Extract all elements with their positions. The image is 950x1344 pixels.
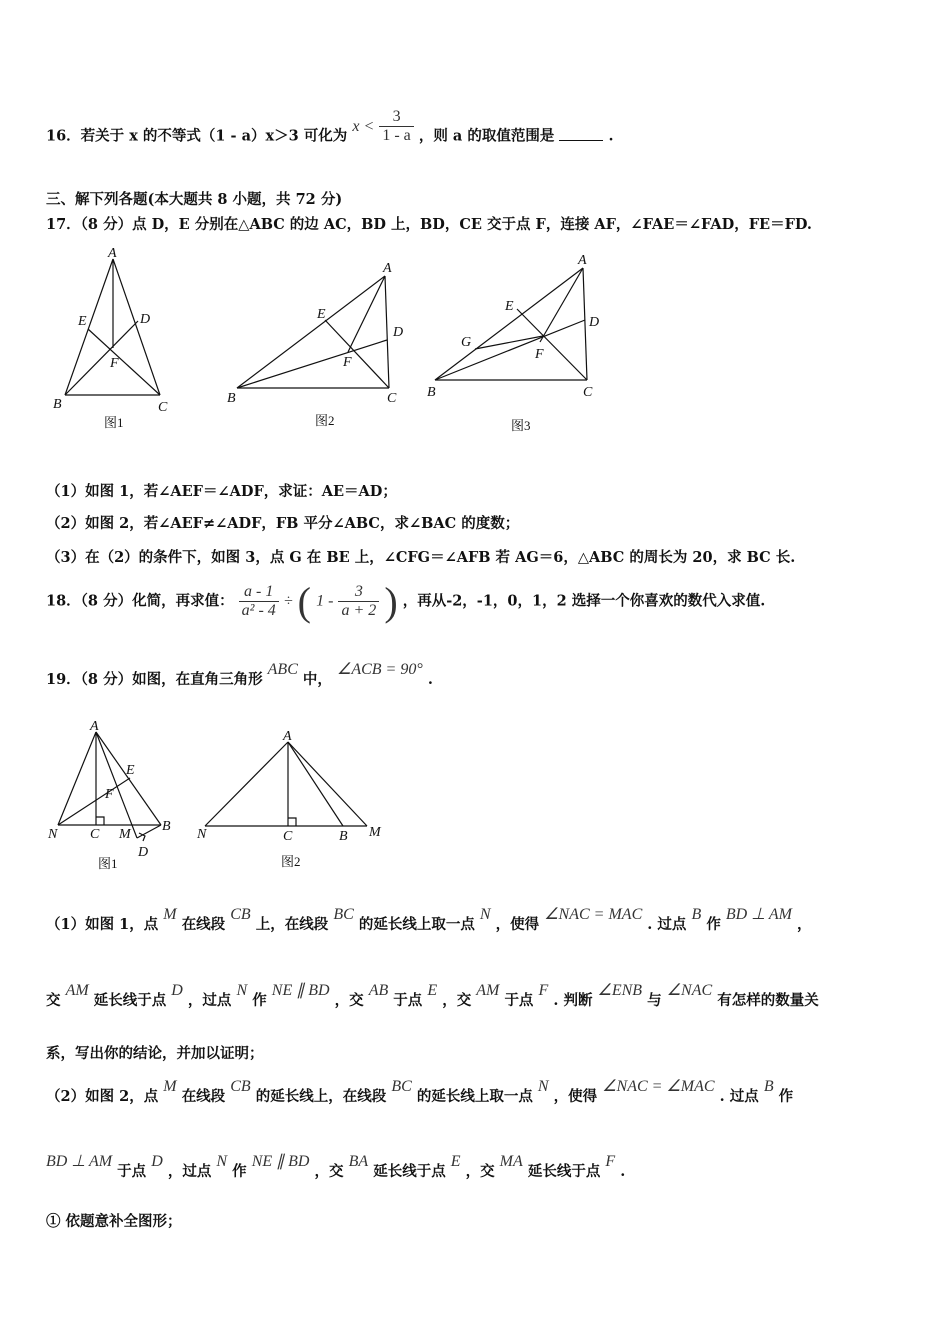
q19-fig1-label-M: M xyxy=(119,827,131,842)
q19-p2-angle: ∠NAC = ∠MAC xyxy=(602,1078,715,1095)
q19-p2-E: E xyxy=(450,1153,461,1170)
q19-p1-CB: CB xyxy=(230,906,251,923)
q19-p1-l2-d: 作 xyxy=(252,992,267,1009)
q18-f2-denominator: a + 2 xyxy=(338,601,379,620)
q19-fig1-label-N: N xyxy=(48,827,58,842)
q19-p1-text-b: 在线段 xyxy=(181,916,226,933)
q18-paren-close: ) xyxy=(384,579,398,624)
fig2-caption: 图2 xyxy=(315,413,335,428)
q19-p2-text-c: 的延长线上，在线段 xyxy=(255,1088,387,1105)
q16-answer-blank xyxy=(559,128,603,141)
q19-p1-l2-g: ，交 xyxy=(442,992,472,1009)
q18-divide: ÷ xyxy=(283,592,293,610)
q19-p1-l2-k: 有怎样的数量关 xyxy=(717,992,819,1009)
fig1-label-E: E xyxy=(78,314,87,329)
fig2-label-B: B xyxy=(227,391,236,406)
q19-p1-text-d: 的延长线上取一点 xyxy=(358,916,475,933)
q19-figure-2 xyxy=(195,730,395,880)
q19-p1-AM2: AM xyxy=(476,982,500,999)
q16-ineq-lhs: x < xyxy=(352,117,375,135)
q16-denominator: 1 - a xyxy=(379,126,413,145)
fig2-label-C: C xyxy=(387,391,397,406)
q19-p1-ENB: ∠ENB xyxy=(597,982,643,999)
fig1-label-B: B xyxy=(53,397,62,412)
q18-f1-numerator: a - 1 xyxy=(244,583,274,600)
fig2-label-D: D xyxy=(393,325,404,340)
q18-pre: 18．（8 分）化简，再求值： xyxy=(46,592,234,610)
fig3-label-A: A xyxy=(578,253,587,268)
q19-fig2-label-N: N xyxy=(197,827,207,842)
q19-p2-N: N xyxy=(537,1078,549,1095)
q19-fig2-caption: 图2 xyxy=(281,854,301,869)
q19-p1-E: E xyxy=(427,982,438,999)
q19-p1-l2-i: . 判断 xyxy=(553,992,593,1009)
q19-mid: 中， xyxy=(302,671,332,688)
q19-p1-text-h: ， xyxy=(797,916,812,933)
q19-figure-1 xyxy=(48,720,188,880)
q19-part-2-line-1 xyxy=(46,1078,794,1106)
q16-post: ，则 a 的取值范围是 xyxy=(418,127,555,145)
fig3-label-G: G xyxy=(461,335,472,350)
fig2-label-A: A xyxy=(383,261,392,276)
section-3-heading: 三、解下列各题(本大题共 8 小题，共 72 分) xyxy=(46,191,343,208)
q19-p2-l2-e: 延长线于点 xyxy=(373,1163,446,1180)
q19-p1-M: M xyxy=(163,906,177,923)
fig3-label-C: C xyxy=(583,385,593,400)
q18-line xyxy=(46,578,765,625)
fig3-label-E: E xyxy=(505,299,514,314)
q19-p1-F: F xyxy=(538,982,549,999)
q19-part-1-line-1 xyxy=(46,906,812,934)
fig1-label-C: C xyxy=(158,400,168,415)
q19-abc: ABC xyxy=(267,661,298,678)
q19-p2-l2-b: ，过点 xyxy=(167,1163,212,1180)
q19-p2-l2-a: 于点 xyxy=(117,1163,147,1180)
q17-part-1: （1）如图 1，若∠AEF＝∠ADF，求证：AE＝AD； xyxy=(46,483,397,500)
q19-p1-text-a: （1）如图 1，点 xyxy=(46,916,159,933)
q19-p2-l2-f: ，交 xyxy=(465,1163,495,1180)
q19-p1-text-f: . 过点 xyxy=(647,916,687,933)
q18-one-minus: 1 - xyxy=(316,592,334,610)
q18-f1-denominator: a² - 4 xyxy=(239,601,279,620)
q17-figure-2 xyxy=(225,260,415,430)
q16-pre: 16．若关于 x 的不等式（1 - a）x＞3 可化为 xyxy=(46,127,348,145)
q19-fig1-label-B: B xyxy=(162,819,171,834)
q19-part-1-line-3: 系，写出你的结论，并加以证明； xyxy=(46,1045,264,1062)
q19-sub-1: ① 依题意补全图形； xyxy=(46,1213,182,1230)
q19-p2-text-f: . 过点 xyxy=(719,1088,759,1105)
q19-fig2-label-C: C xyxy=(283,829,293,844)
q17-figure-1 xyxy=(50,245,190,430)
q19-p2-M: M xyxy=(163,1078,177,1095)
q19-p1-N2: N xyxy=(236,982,248,999)
q19-p1-parallel: NE ∥ BD xyxy=(271,982,330,999)
q19-p1-D: D xyxy=(171,982,183,999)
q19-p2-D: D xyxy=(151,1153,163,1170)
q19-fig1-caption: 图1 xyxy=(98,856,118,871)
q18-f2-numerator: 3 xyxy=(354,583,363,600)
q18-fraction-1 xyxy=(239,583,279,620)
q19-fig2-label-A: A xyxy=(283,729,292,744)
q19-p2-CB: CB xyxy=(230,1078,251,1095)
q16-line xyxy=(46,108,614,155)
q19-p2-text-d: 的延长线上取一点 xyxy=(416,1088,533,1105)
q19-angle: ∠ACB = 90° xyxy=(336,661,423,678)
fig1-label-A: A xyxy=(108,246,117,261)
q17-stem: 17．（8 分）点 D，E 分别在△ABC 的边 AC，BD 上，BD，CE 交于点 F，连接 AF，∠FAE＝∠FAD，FE＝FD. xyxy=(46,216,812,233)
q19-p1-NAC: ∠NAC xyxy=(666,982,713,999)
q19-p2-perp: BD ⊥ AM xyxy=(46,1153,113,1170)
q19-p1-l2-f: 于点 xyxy=(393,992,423,1009)
q19-p2-l2-d: ，交 xyxy=(314,1163,344,1180)
q19-p1-N: N xyxy=(479,906,491,923)
fig3-caption: 图3 xyxy=(511,418,531,433)
q16-numerator: 3 xyxy=(392,108,401,125)
q19-p1-BC: BC xyxy=(333,906,354,923)
q16-fraction xyxy=(379,108,413,145)
q19-fig1-label-A: A xyxy=(90,719,99,734)
q19-fig1-label-D: D xyxy=(138,845,149,860)
q19-p2-MA: MA xyxy=(499,1153,523,1170)
q17-figure-3 xyxy=(425,252,615,437)
q19-p2-F: F xyxy=(605,1153,616,1170)
q19-p2-text-g: 作 xyxy=(778,1088,794,1105)
q18-fraction-2 xyxy=(338,583,379,620)
q19-p2-text-e: ，使得 xyxy=(553,1088,598,1105)
q19-p1-l2-h: 于点 xyxy=(504,992,534,1009)
q19-p1-text-g: 作 xyxy=(706,916,721,933)
q19-fig1-label-C: C xyxy=(90,827,100,842)
q19-p1-text-c: 上，在线段 xyxy=(255,916,329,933)
q19-p2-BC: BC xyxy=(391,1078,412,1095)
fig3-label-B: B xyxy=(427,385,436,400)
q19-part-1-line-2 xyxy=(46,982,819,1010)
q16-end: . xyxy=(608,127,614,145)
q19-p1-perp: BD ⊥ AM xyxy=(725,906,792,923)
fig1-caption: 图1 xyxy=(104,415,124,430)
q19-p1-AM: AM xyxy=(65,982,89,999)
q19-p2-l2-h: . xyxy=(620,1163,626,1180)
q19-p1-l2-b: 延长线于点 xyxy=(93,992,167,1009)
fig2-label-E: E xyxy=(317,307,326,322)
q17-part-3: （3）在（2）的条件下，如图 3，点 G 在 BE 上，∠CFG＝∠AFB 若 AG＝6，△ABC 的周长为 20，求 BC 长. xyxy=(46,549,796,566)
q19-fig2-label-M: M xyxy=(369,825,381,840)
q19-end: . xyxy=(427,671,433,688)
q19-part-2-line-2 xyxy=(46,1153,626,1181)
fig3-label-D: D xyxy=(589,315,600,330)
q19-p1-AB: AB xyxy=(368,982,389,999)
fig2-label-F: F xyxy=(343,355,352,370)
q19-p1-angle: ∠NAC = MAC xyxy=(544,906,643,923)
q19-fig1-label-E: E xyxy=(126,763,135,778)
q19-fig1-label-F: F xyxy=(105,787,114,802)
q19-p1-l2-a: 交 xyxy=(46,992,61,1009)
q19-p2-text-b: 在线段 xyxy=(181,1088,226,1105)
q19-p2-BA: BA xyxy=(348,1153,369,1170)
q19-p2-B: B xyxy=(763,1078,774,1095)
q19-p2-N2: N xyxy=(216,1153,228,1170)
q19-p1-l2-e: ，交 xyxy=(334,992,364,1009)
q19-p2-l2-c: 作 xyxy=(232,1163,247,1180)
q19-p2-text-a: （2）如图 2，点 xyxy=(46,1088,159,1105)
q19-stem xyxy=(46,661,433,689)
fig3-label-F: F xyxy=(535,347,544,362)
q18-paren-open: ( xyxy=(297,579,311,624)
q19-p1-l2-c: ，过点 xyxy=(187,992,232,1009)
q18-post: ，再从-2，-1，0，1，2 选择一个你喜欢的数代入求值. xyxy=(402,592,766,610)
q19-p1-B: B xyxy=(691,906,702,923)
q19-p1-text-e: ，使得 xyxy=(495,916,540,933)
fig1-label-D: D xyxy=(140,312,151,327)
q19-pre: 19．（8 分）如图，在直角三角形 xyxy=(46,671,263,688)
fig1-label-F: F xyxy=(110,356,119,371)
q19-fig2-label-B: B xyxy=(339,829,348,844)
q19-p1-l2-j: 与 xyxy=(647,992,662,1009)
q17-part-2: （2）如图 2，若∠AEF≠∠ADF，FB 平分∠ABC，求∠BAC 的度数； xyxy=(46,515,520,532)
q19-p2-l2-g: 延长线于点 xyxy=(527,1163,601,1180)
q19-p2-parallel: NE ∥ BD xyxy=(251,1153,310,1170)
